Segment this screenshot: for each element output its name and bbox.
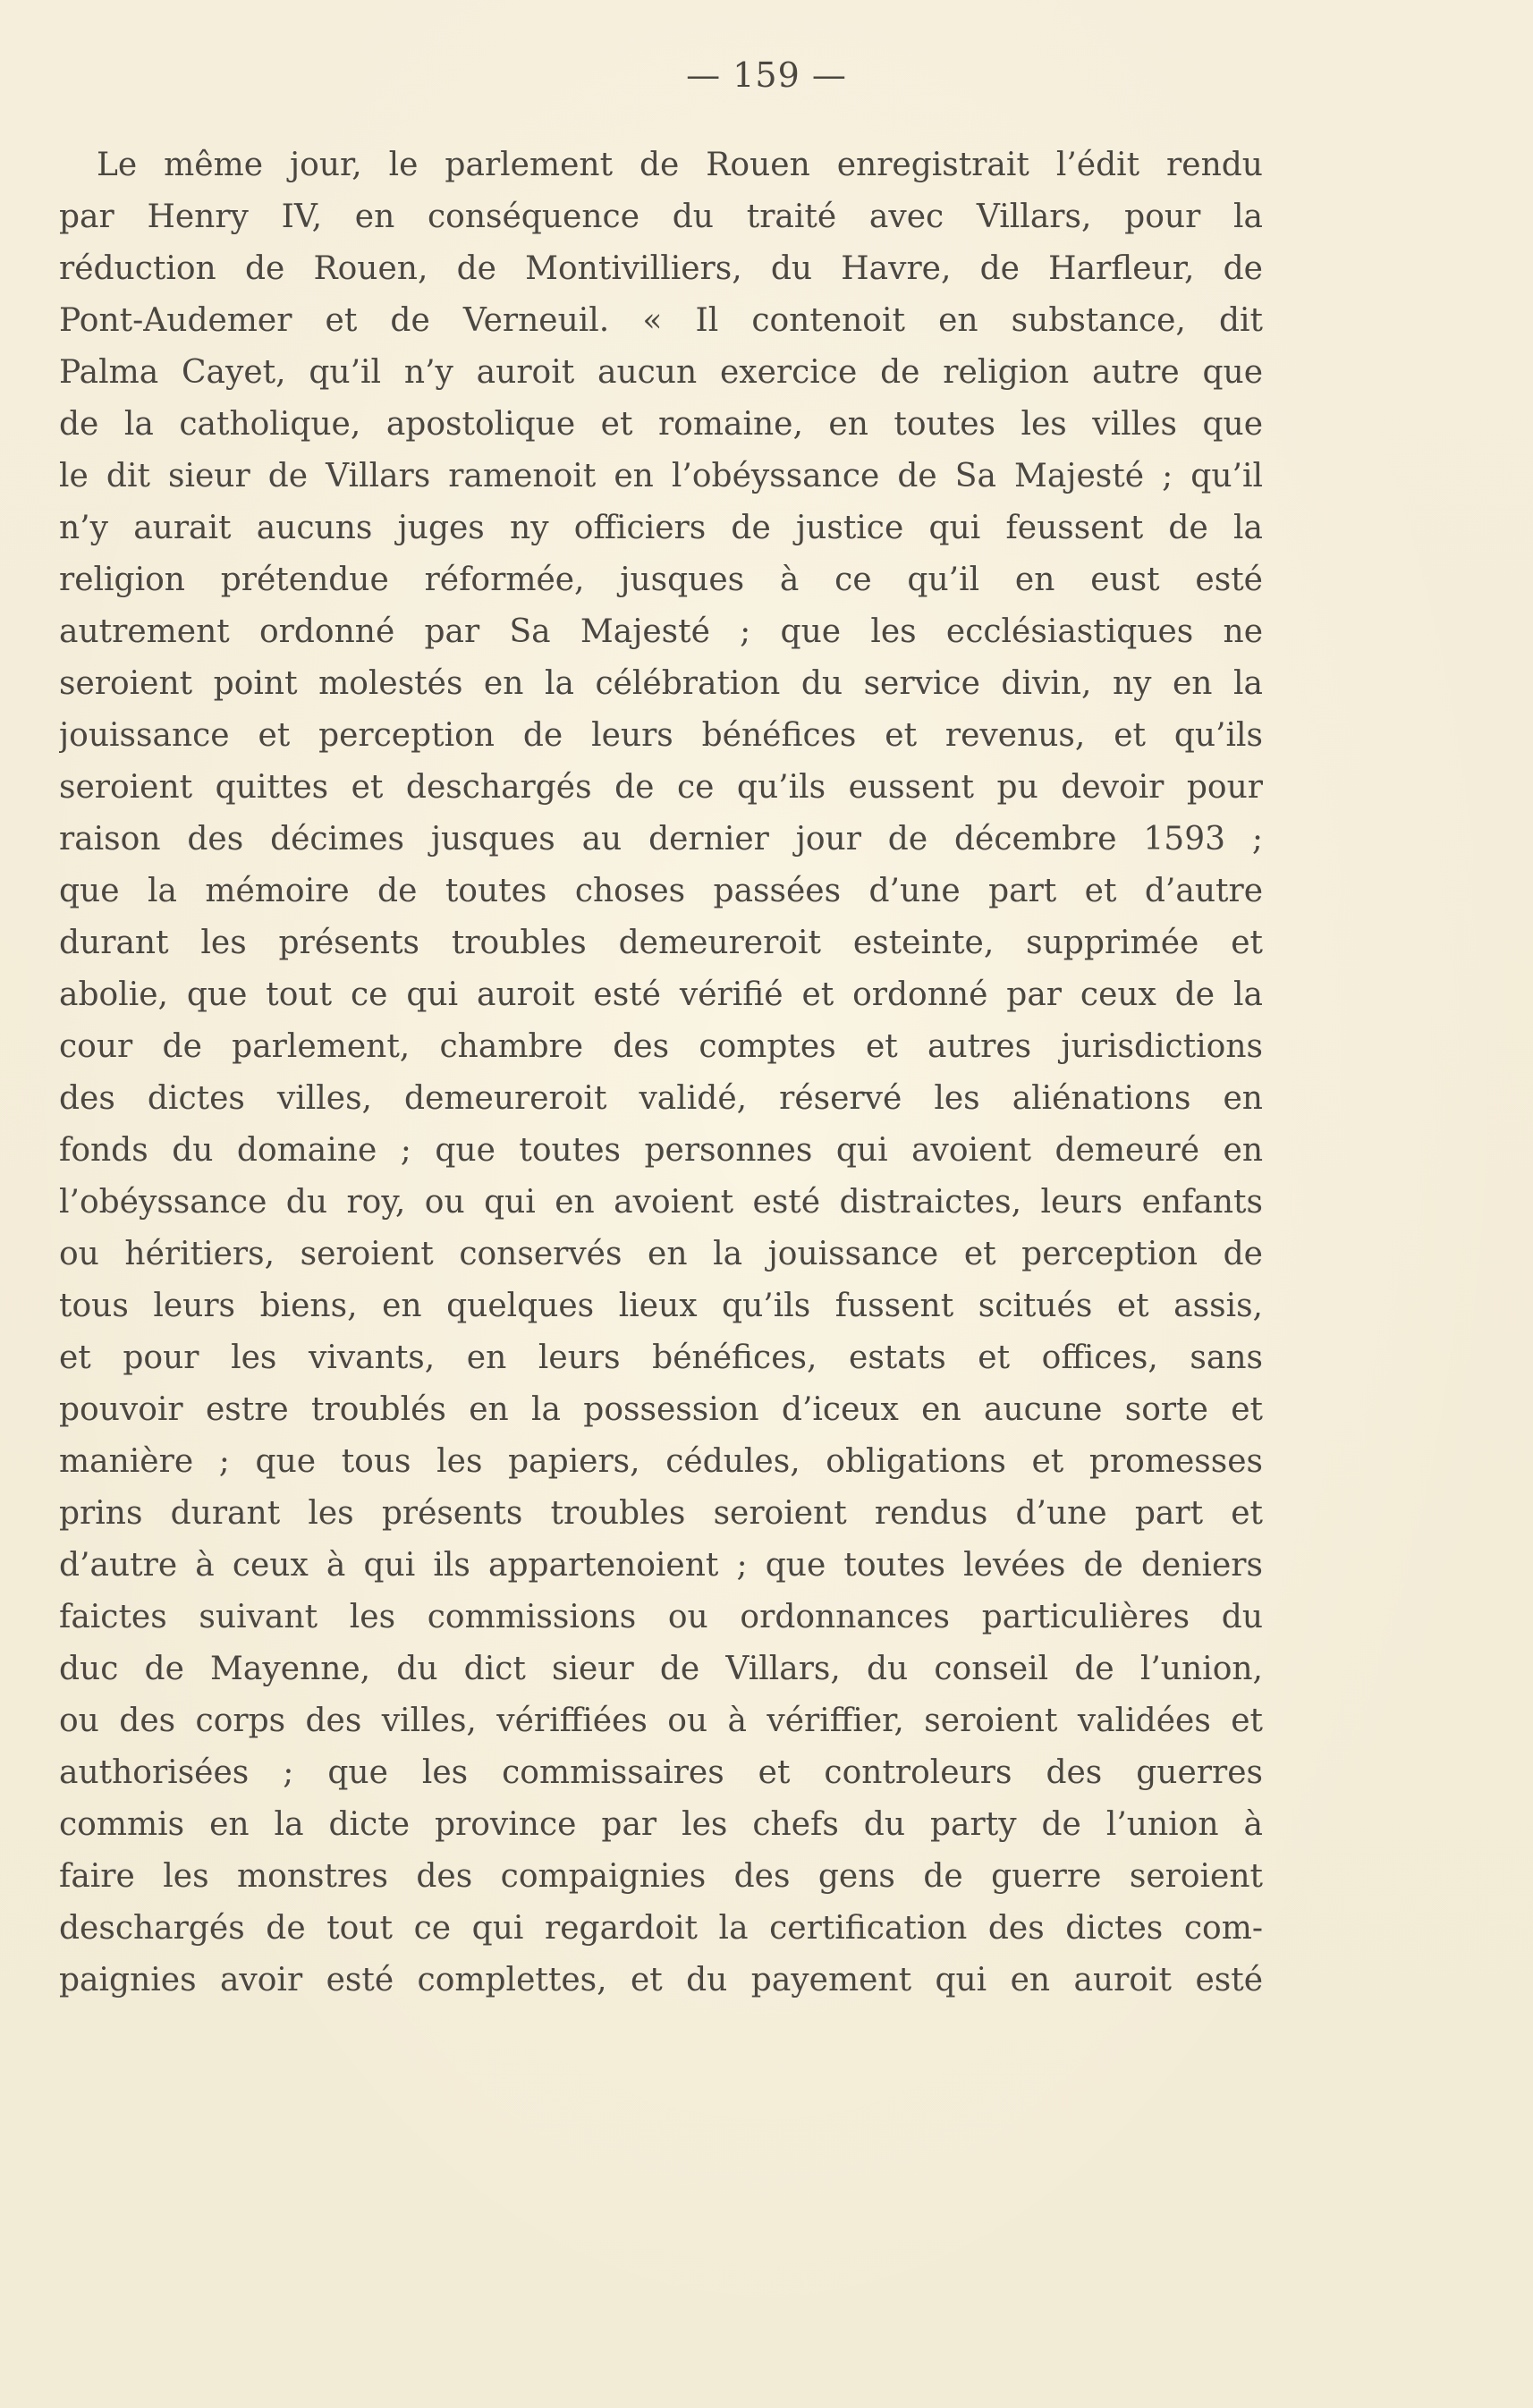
text-line: Palma Cayet, qu’il n’y auroit aucun exercice de religion autre que (59, 354, 1263, 391)
text-line: d’autre à ceux à qui ils appartenoient ; que toutes levées de deniers (59, 1547, 1263, 1584)
text-line: le dit sieur de Villars ramenoit en l’obéyssance de Sa Majesté ; qu’il (59, 458, 1263, 494)
text-line: seroient point molestés en la célébration du service divin, ny en la (59, 665, 1263, 702)
text-line: abolie, que tout ce qui auroit esté vérifié et ordonné par ceux de la (59, 976, 1263, 1013)
text-line: et pour les vivants, en leurs bénéfices, estats et offices, sans (59, 1339, 1263, 1376)
text-line: ou des corps des villes, vériffiées ou à vériffier, seroient validées et (59, 1702, 1263, 1739)
text-line: jouissance et perception de leurs bénéfices et revenus, et qu’ils (59, 717, 1263, 754)
text-line: cour de parlement, chambre des comptes et autres jurisdictions (59, 1028, 1263, 1065)
text-line: durant les présents troubles demeureroit esteinte, supprimée et (59, 925, 1263, 961)
text-line: Pont-Audemer et de Verneuil. « Il contenoit en substance, dit (59, 302, 1263, 339)
text-line: faire les monstres des compaignies des gens de guerre seroient (59, 1858, 1263, 1895)
body-paragraph (59, 139, 1263, 2007)
page-number: — 159 — (686, 55, 847, 95)
text-line: des dictes villes, demeureroit validé, réservé les aliénations en (59, 1080, 1263, 1117)
text-line: religion prétendue réformée, jusques à ce qu’il en eust esté (59, 562, 1263, 598)
text-line: manière ; que tous les papiers, cédules, obligations et promesses (59, 1443, 1263, 1480)
text-line: Le même jour, le parlement de Rouen enregistrait l’édit rendu (97, 147, 1263, 183)
text-line: raison des décimes jusques au dernier jour de décembre 1593 ; (59, 821, 1263, 858)
text-line: authorisées ; que les commissaires et controleurs des guerres (59, 1754, 1263, 1791)
text-line: faictes suivant les commissions ou ordonnances particulières du (59, 1599, 1263, 1635)
text-line: réduction de Rouen, de Montivilliers, du Havre, de Harfleur, de (59, 250, 1263, 287)
text-line: ou héritiers, seroient conservés en la jouissance et perception de (59, 1236, 1263, 1272)
text-line: fonds du domaine ; que toutes personnes qui avoient demeuré en (59, 1132, 1263, 1169)
text-line: de la catholique, apostolique et romaine, en toutes les villes que (59, 406, 1263, 443)
text-line: commis en la dicte province par les chefs du party de l’union à (59, 1806, 1263, 1843)
text-line: autrement ordonné par Sa Majesté ; que les ecclésiastiques ne (59, 613, 1263, 650)
text-line: prins durant les présents troubles seroient rendus d’une part et (59, 1495, 1263, 1532)
text-line: que la mémoire de toutes choses passées d’une part et d’autre (59, 873, 1263, 909)
text-line: deschargés de tout ce qui regardoit la certification des dictes com- (59, 1910, 1263, 1947)
text-line: pouvoir estre troublés en la possession d’iceux en aucune sorte et (59, 1391, 1263, 1428)
text-line: paignies avoir esté complettes, et du payement qui en auroit esté (59, 1962, 1263, 1998)
text-line: tous leurs biens, en quelques lieux qu’ils fussent scitués et assis, (59, 1288, 1263, 1324)
text-line: l’obéyssance du roy, ou qui en avoient esté distraictes, leurs enfants (59, 1184, 1263, 1221)
text-line: seroient quittes et deschargés de ce qu’ils eussent pu devoir pour (59, 769, 1263, 806)
text-line: duc de Mayenne, du dict sieur de Villars, du conseil de l’union, (59, 1651, 1263, 1687)
text-line: n’y aurait aucuns juges ny officiers de justice qui feussent de la (59, 510, 1263, 546)
text-line: par Henry IV, en conséquence du traité avec Villars, pour la (59, 199, 1263, 235)
